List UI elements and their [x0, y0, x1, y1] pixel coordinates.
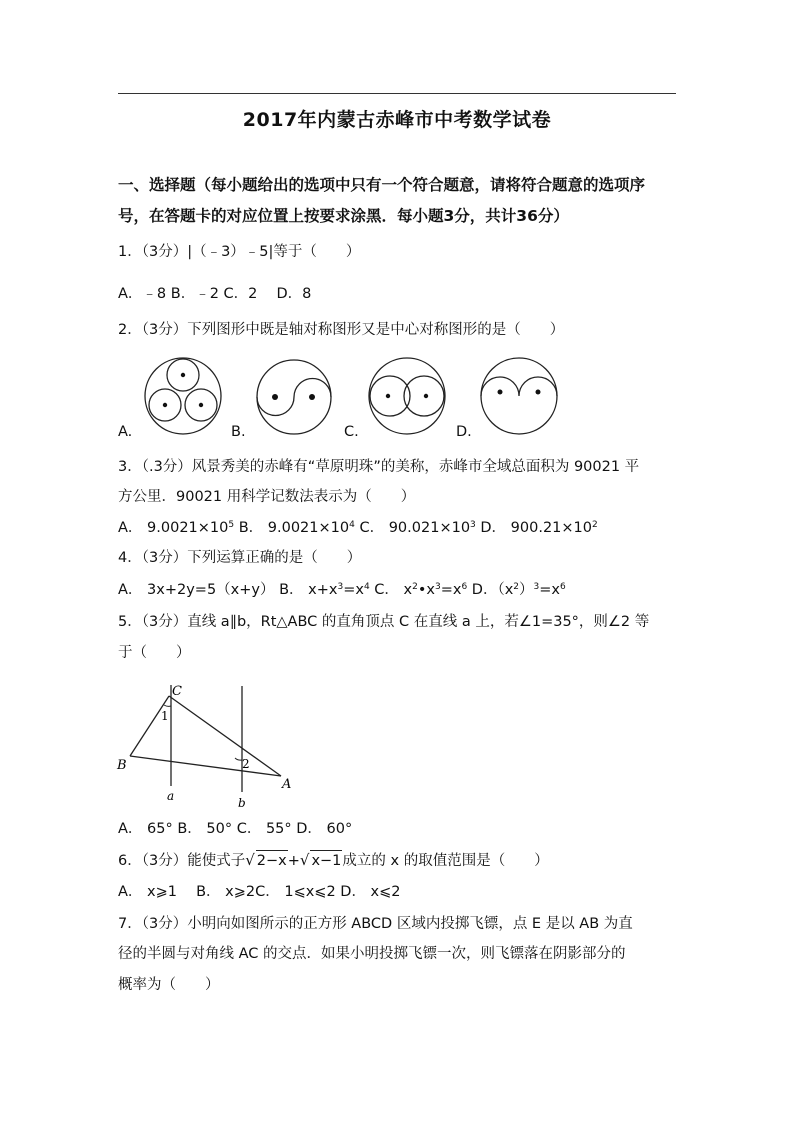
q5-label-angle2: 2 — [242, 757, 250, 771]
section-heading-line2: 号，在答题卡的对应位置上按要求涂黑．每小题3分，共计36分） — [118, 207, 569, 225]
q5-figure — [114, 680, 304, 812]
q7-stem-line1: 7．（3分）小明向如图所示的正方形 ABCD 区域内投掷飞镖，点 E 是以 AB 为直 — [118, 916, 633, 932]
q5-label-line-a: a — [167, 789, 175, 803]
q5-stem-line2: 于（ ） — [118, 645, 191, 661]
header-rule — [118, 93, 676, 94]
q6-options: A． x⩾1 B． x⩾2C． 1⩽x⩽2 D． x⩽2 — [118, 884, 401, 900]
q1-options: A．﹣8 B．﹣2 C．2 D．8 — [118, 286, 312, 302]
page-title: 2017年内蒙古赤峰市中考数学试卷 — [242, 109, 552, 131]
q2-label-a: A. — [118, 424, 133, 440]
q5-label-angle1: 1 — [161, 709, 169, 723]
q5-options: A． 65° B． 50° C． 55° D． 60° — [118, 821, 353, 837]
section-heading-line1: 一、选择题（每小题给出的选项中只有一个符合题意，请将符合题意的选项序 — [118, 176, 646, 194]
q5-stem-line1: 5．（3分）直线 a∥b，Rt△ABC 的直角顶点 C 在直线 a 上，若∠1=35°，则∠2 等 — [118, 614, 650, 630]
q4-stem: 4．（3分）下列运算正确的是（ ） — [118, 550, 362, 566]
q2-figure-c — [366, 355, 448, 437]
q2-label-c: C. — [344, 424, 359, 440]
q2-figure-d — [478, 355, 560, 437]
q5-label-line-b: b — [238, 796, 246, 810]
q2-figure-a — [142, 355, 224, 437]
q2-label-b: B. — [231, 424, 246, 440]
q3-options: A． $9.0021\times 10^5$ B． $9.0021\times 10^4$ C． $90.021\times 10^3$ D． $900.21\times 10^2$ — [118, 520, 598, 536]
q1-stem: 1．（3分）|（﹣3）﹣5|等于（ ） — [118, 244, 361, 260]
q4-options: A． 3x+2y=5（x+y） B． $x+x^3=x^4$ C． $x^2•x^3=x^6$ D．$(x^2)^3=x^6$ — [118, 582, 566, 598]
q3-stem-line2: 方公里．90021 用科学记数法表示为（ ） — [118, 489, 416, 505]
q2-label-d: D. — [456, 424, 472, 440]
q5-label-b-vertex: B — [117, 758, 127, 773]
q7-stem-line3: 概率为（ ） — [118, 977, 220, 993]
q7-stem-line2: 径的半圆与对角线 AC 的交点．如果小明投掷飞镖一次，则飞镖落在阴影部分的 — [118, 946, 626, 962]
q3-stem-line1: 3．（.3分）风景秀美的赤峰有“草原明珠”的美称，赤峰市全域总面积为 90021 平 — [118, 459, 640, 475]
q2-figure-b — [254, 357, 334, 437]
q2-stem: 2．（3分）下列图形中既是轴对称图形又是中心对称图形的是（ ） — [118, 322, 565, 338]
q6-stem: 6．（3分）能使式子√ 2−x+√ x−1成立的 x 的取值范围是（ ） — [118, 851, 549, 869]
q5-label-a-vertex: A — [282, 777, 292, 792]
q5-label-c: C — [172, 684, 182, 699]
